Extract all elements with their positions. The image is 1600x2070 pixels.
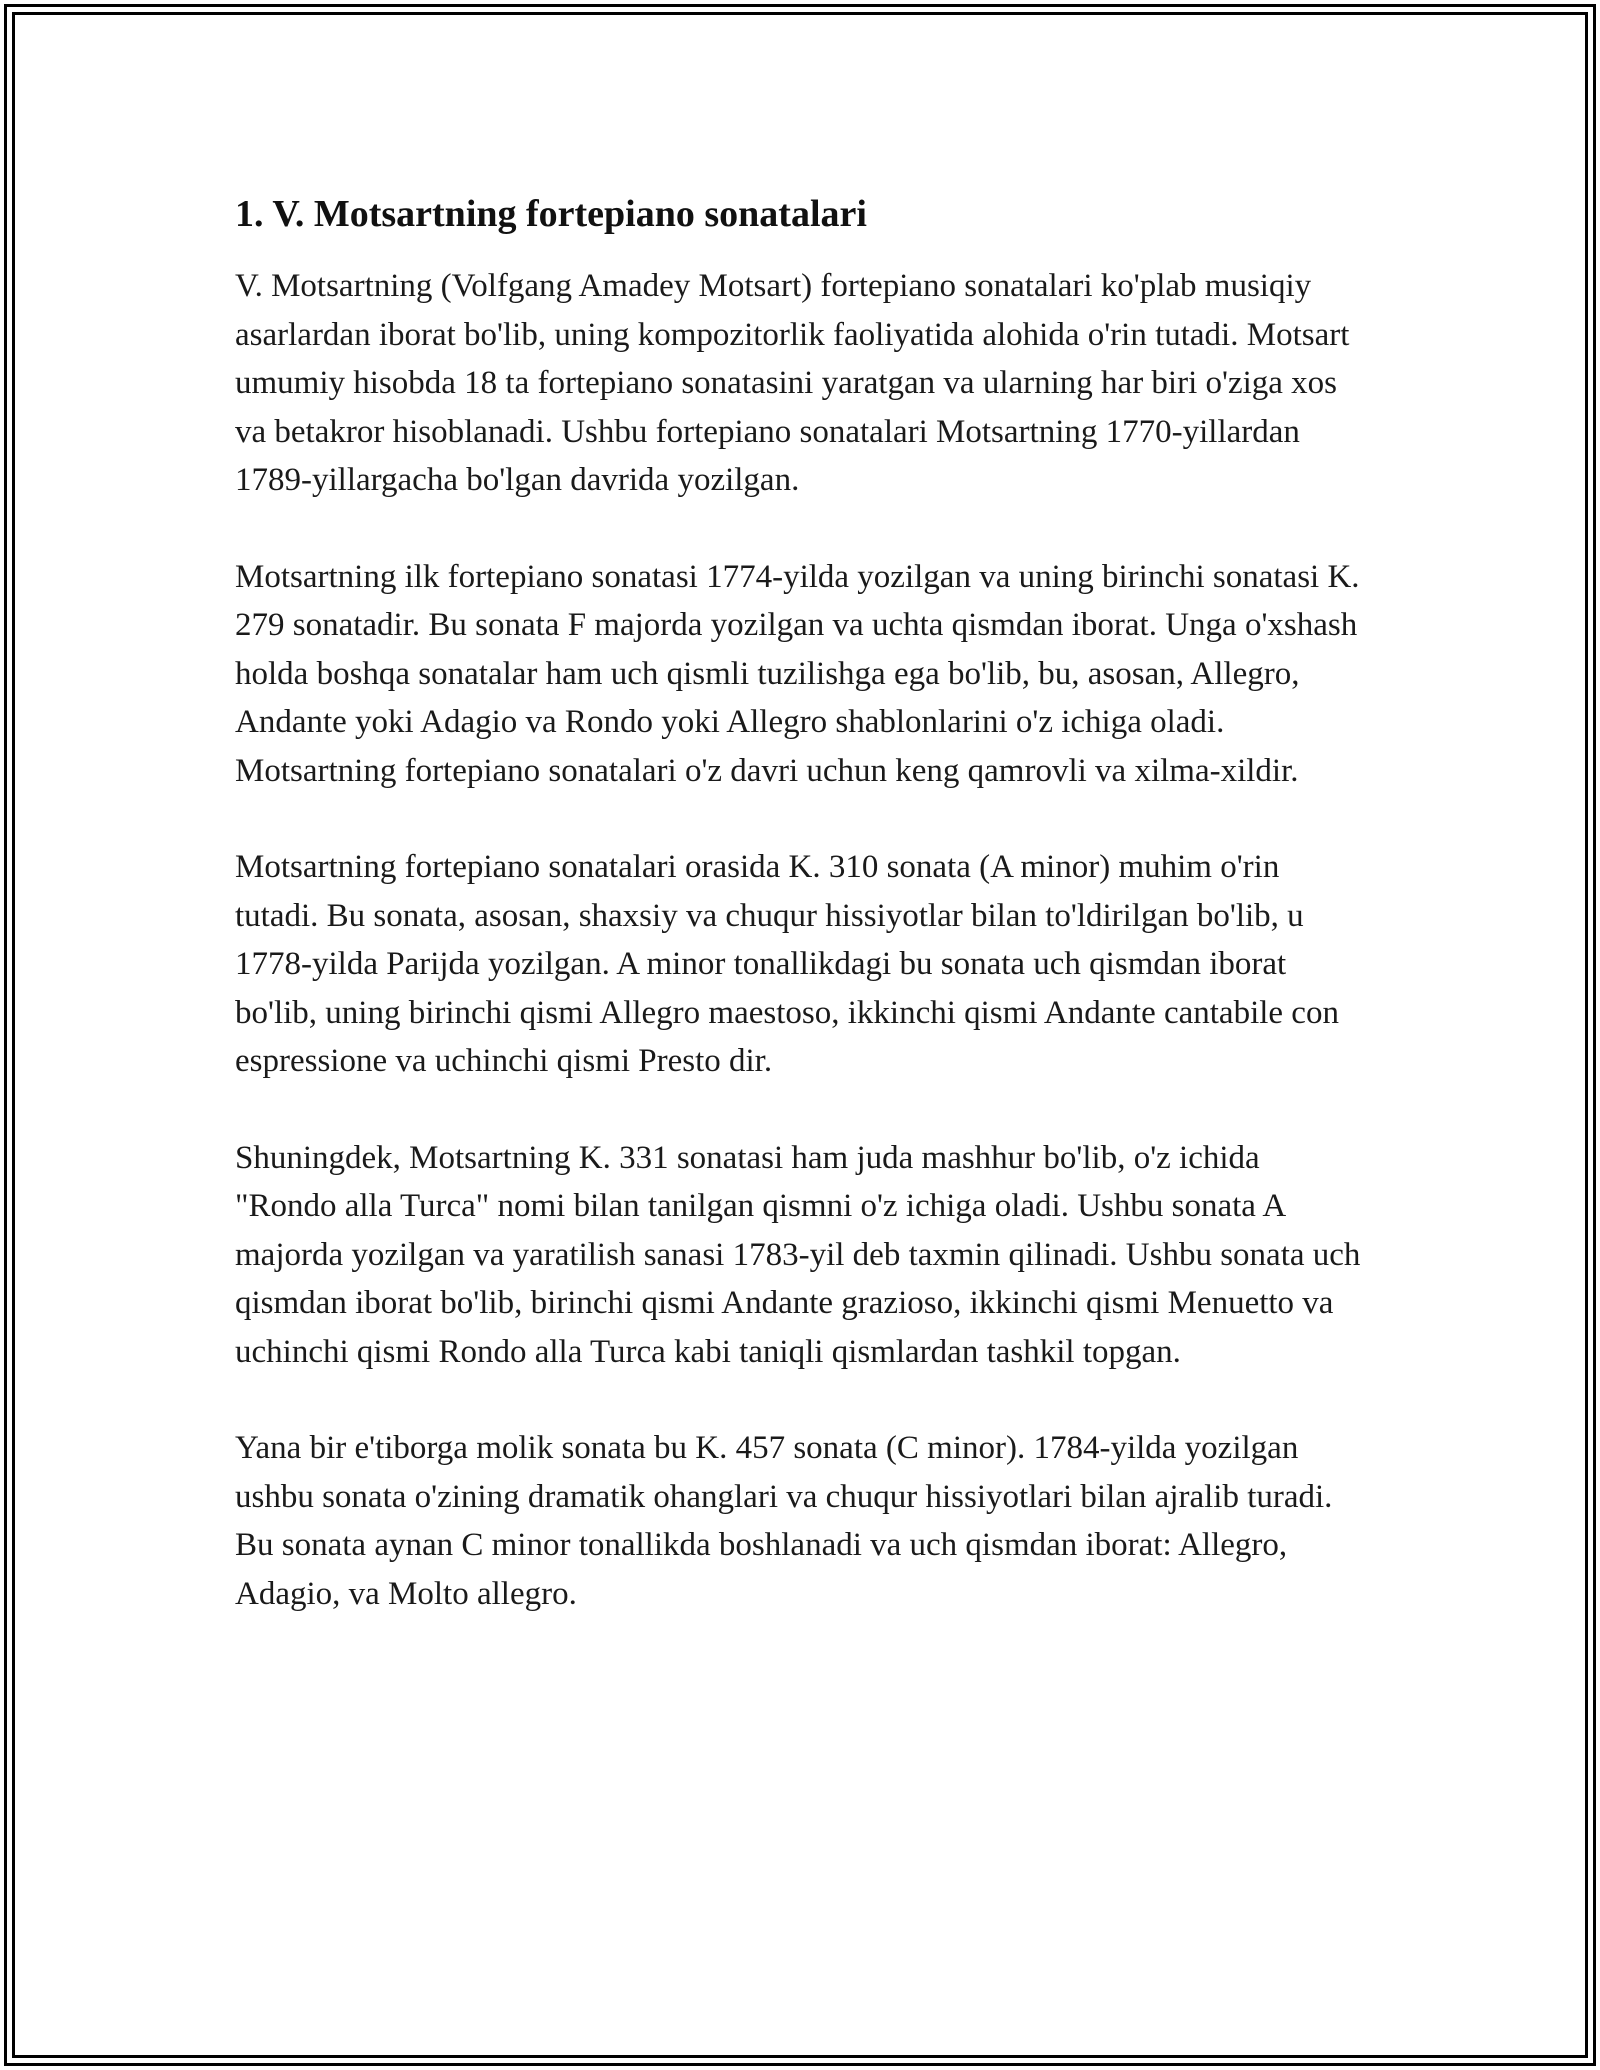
paragraph-1: V. Motsartning (Volfgang Amadey Motsart) fortepiano sonatalari ko'plab musiqiy asarlardan iborat bo'lib, uning kompozitorlik faoliyatida alohida o'rin tutadi. Motsart umumiy hisobda 18 ta fortepiano sonatasini yaratgan va ularning har biri o'ziga xos va betakror hisoblanadi. Ushbu fortepiano sonatalari Motsartning 1770-yillardan 1789-yillargacha bo'lgan davrida yozilgan. xyxy=(235,268,1350,498)
paragraph-4: Shuningdek, Motsartning K. 331 sonatasi ham juda mashhur bo'lib, o'z ichida "Rondo alla Turca" nomi bilan tanilgan qismni o'z ichiga oladi. Ushbu sonata A majorda yozilgan va yaratilish sanasi 1783-yil deb taxmin qilinadi. Ushbu sonata uch qismdan iborat bo'lib, birinchi qismi Andante grazioso, ikkinchi qismi Menuetto va uchinchi qismi Rondo alla Turca kabi taniqli qismlardan tashkil topgan. xyxy=(235,1139,1361,1370)
paragraph-3: Motsartning fortepiano sonatalari orasida K. 310 sonata (A minor) muhim o'rin tutadi. Bu sonata, asosan, shaxsiy va chuqur hissiyotlar bilan to'ldirilgan bo'lib, u 1778-yilda Parijda yozilgan. A minor tonallikdagi bu sonata uch qismdan iborat bo'lib, uning birinchi qismi Allegro maestoso, ikkinchi qismi Andante cantabile con espressione va uchinchi qismi Presto dir. xyxy=(235,849,1339,1079)
page-title: 1. V. Motsartning fortepiano sonatalari xyxy=(235,193,867,235)
document-body xyxy=(235,188,1365,1666)
paragraph-2: Motsartning ilk fortepiano sonatasi 1774-yilda yozilgan va uning birinchi sonatasi K. 279 sonatadir. Bu sonata F majorda yozilgan va uchta qismdan iborat. Unga o'xshash holda boshqa sonatalar ham uch qismli tuzilishga ega bo'lib, bu, asosan, Allegro, Andante yoki Adagio va Rondo yoki Allegro shablonlarini o'z ichiga oladi. Motsartning fortepiano sonatalari o'z davri uchun keng qamrovli va xilma-xildir. xyxy=(235,558,1360,789)
paragraph-5: Yana bir e'tiborga molik sonata bu K. 457 sonata (C minor). 1784-yilda yozilgan ushbu sonata o'zining dramatik ohanglari va chuqur hissiyotlari bilan ajralib turadi. Bu sonata aynan C minor tonallikda boshlanadi va uch qismdan iborat: Allegro, Adagio, va Molto allegro. xyxy=(235,1430,1333,1612)
